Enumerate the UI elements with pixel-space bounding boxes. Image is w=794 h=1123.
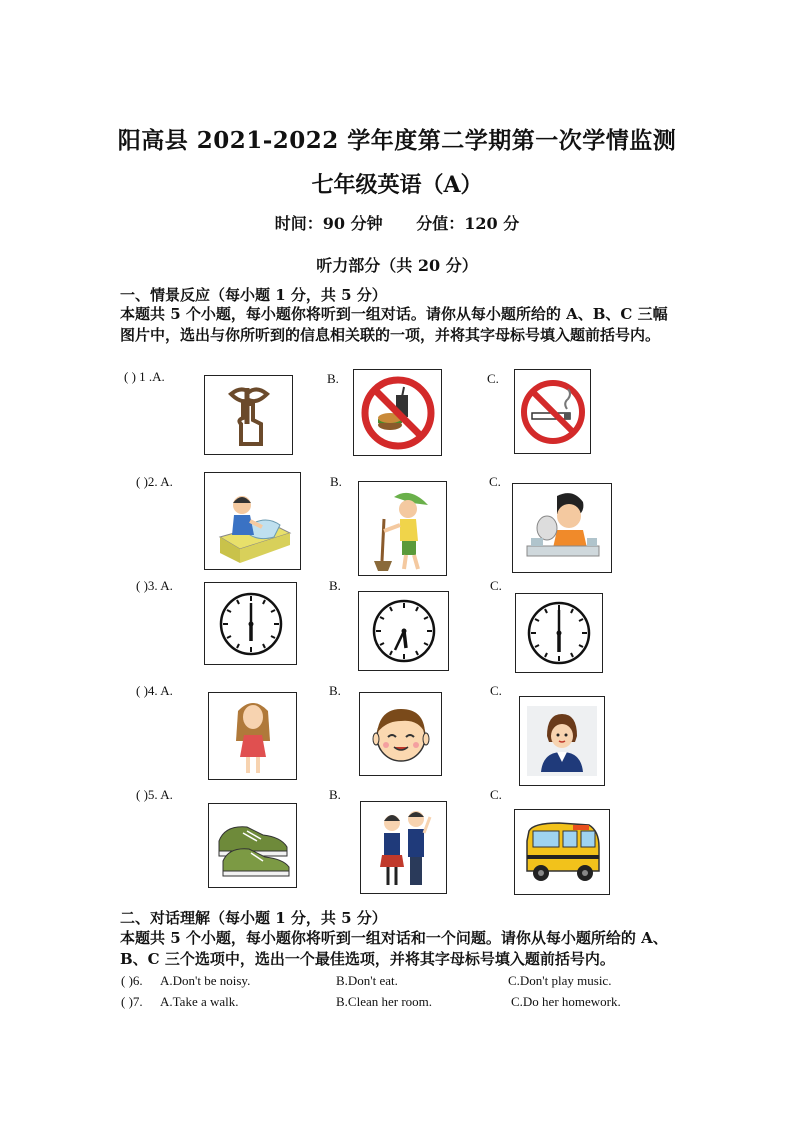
q4-option-a-image[interactable] — [208, 692, 297, 780]
q5-option-c-image[interactable] — [514, 809, 610, 895]
q5-option-b-image[interactable] — [360, 801, 447, 894]
q1-option-b-label: B. — [327, 371, 339, 386]
q2-option-b-label: B. — [330, 474, 342, 489]
question-3-label: ( )3. A. — [136, 578, 173, 593]
clock-six-icon — [218, 591, 284, 657]
q3-option-b-image[interactable] — [358, 591, 449, 671]
section2-heading: 二、对话理解（每小题 1 分，共 5 分） — [120, 909, 387, 927]
q4-option-c-label: C. — [490, 683, 502, 698]
exam-subtitle: 七年级英语（A） — [311, 172, 483, 198]
clock-twelve-icon — [526, 600, 592, 666]
question-4-label: ( )4. A. — [136, 683, 173, 698]
q2-option-b-image[interactable] — [358, 481, 447, 576]
sneakers-icon — [213, 811, 293, 881]
q5-option-b-label: B. — [329, 787, 341, 802]
exam-score: 分值：120 分 — [416, 214, 520, 233]
q2-option-c-label: C. — [489, 474, 501, 489]
q1-option-c-image[interactable] — [514, 369, 591, 454]
silence-sign-icon — [219, 380, 279, 450]
q6-option-c[interactable]: C.Don't play music. — [508, 973, 612, 988]
section1-instruction: 本题共 5 个小题，每小题你将听到一组对话。请你从每小题所给的 A、B、C 三幅图片中，选出与你所听到的信息相关联的一项，并将其字母标号填入题前括号内。 — [120, 305, 668, 344]
q3-option-c-image[interactable] — [515, 593, 603, 673]
q7-option-b[interactable]: B.Clean her room. — [336, 994, 433, 1009]
question-7-label: ( )7. — [121, 994, 143, 1009]
question-1-label: ( ) 1 .A. — [124, 369, 165, 384]
q5-option-c-label: C. — [490, 787, 502, 802]
q4-option-c-image[interactable] — [519, 696, 605, 786]
no-food-drink-sign-icon — [360, 375, 436, 451]
listening-part-heading: 听力部分（共 20 分） — [316, 256, 478, 275]
boy-making-bed-icon — [210, 479, 296, 563]
boy-sweeping-icon — [364, 485, 442, 573]
q4-option-b-label: B. — [329, 683, 341, 698]
q5-option-a-image[interactable] — [208, 803, 297, 888]
q3-option-b-label: B. — [329, 578, 341, 593]
q3-option-a-image[interactable] — [204, 582, 297, 665]
clock-six-thirtyfive-icon — [371, 598, 437, 664]
school-bus-icon — [519, 817, 605, 887]
q1-option-b-image[interactable] — [353, 369, 442, 456]
q7-option-c[interactable]: C.Do her homework. — [511, 994, 621, 1009]
question-5-label: ( )5. A. — [136, 787, 173, 802]
q1-option-c-label: C. — [487, 371, 499, 386]
q7-option-a[interactable]: A.Take a walk. — [160, 994, 239, 1009]
exam-time: 时间：90 分钟 — [274, 214, 383, 233]
section2-instruction: 本题共 5 个小题，每小题你将听到一组对话和一个问题。请你从每小题所给的 A、B、C 三个选项中，选出一个最佳选项，并将其字母标号填入题前括号内。 — [120, 929, 668, 968]
q6-option-b[interactable]: B.Don't eat. — [336, 973, 398, 988]
no-smoking-sign-icon — [520, 379, 586, 445]
boy-washing-dishes-icon — [517, 488, 607, 568]
students-in-uniform-icon — [366, 805, 442, 891]
section1-heading: 一、情景反应（每小题 1 分，共 5 分） — [120, 286, 387, 304]
q1-option-a-image[interactable] — [204, 375, 293, 455]
question-2-label: ( )2. A. — [136, 474, 173, 489]
girl-long-hair-icon — [228, 695, 278, 777]
girl-short-hair-icon — [527, 706, 597, 776]
exam-title: 阳高县 2021-2022 学年度第二学期第一次学情监测 — [117, 127, 677, 154]
q6-option-a[interactable]: A.Don't be noisy. — [160, 973, 251, 988]
q2-option-c-image[interactable] — [512, 483, 612, 573]
exam-meta — [0, 211, 794, 234]
question-6-label: ( )6. — [121, 973, 143, 988]
q3-option-c-label: C. — [490, 578, 502, 593]
q2-option-a-image[interactable] — [204, 472, 301, 570]
q4-option-b-image[interactable] — [359, 692, 442, 776]
boy-smiling-face-icon — [368, 701, 434, 767]
